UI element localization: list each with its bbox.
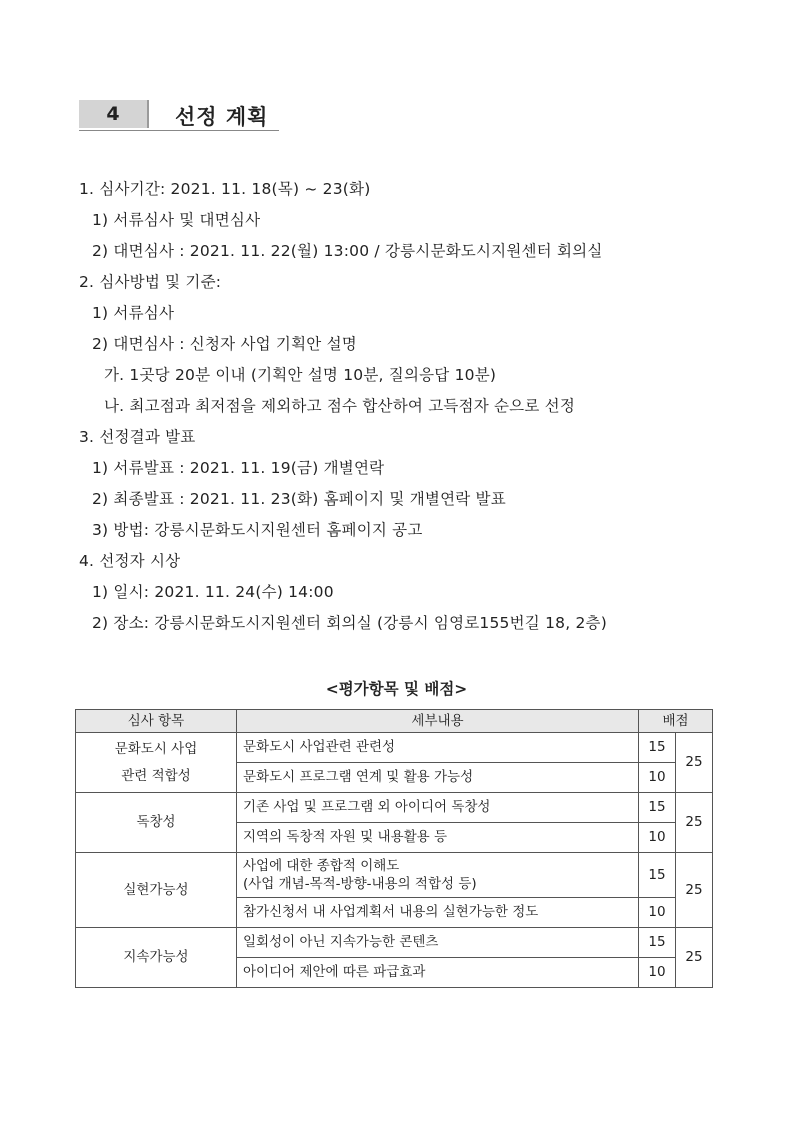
header-score: 배점	[639, 710, 713, 733]
detail-cell: 지역의 독창적 자원 및 내용활용 등	[237, 823, 639, 853]
category-cell: 지속가능성	[76, 928, 237, 988]
detail-line: 사업에 대한 종합적 이해도	[243, 857, 400, 874]
detail-cell	[237, 853, 639, 898]
total-cell: 25	[676, 928, 713, 988]
section-underline	[79, 130, 279, 131]
section-title: 선정 계획	[175, 105, 269, 129]
score-cell: 10	[639, 958, 676, 988]
detail-cell: 기존 사업 및 프로그램 외 아이디어 독창성	[237, 793, 639, 823]
score-cell: 15	[639, 853, 676, 898]
item-award-ceremony: 4. 선정자 시상	[79, 552, 181, 570]
header-detail: 세부내용	[237, 710, 639, 733]
item-review-method: 2. 심사방법 및 기준:	[79, 273, 222, 291]
subitem-interview-review: 2) 대면심사 : 신청자 사업 기획안 설명	[92, 335, 357, 353]
subitem-ceremony-date: 1) 일시: 2021. 11. 24(수) 14:00	[92, 583, 334, 601]
score-cell: 15	[639, 928, 676, 958]
score-cell: 10	[639, 823, 676, 853]
detail-cell: 일회성이 아닌 지속가능한 콘텐츠	[237, 928, 639, 958]
category-cell	[76, 733, 237, 793]
section-number-box	[79, 100, 149, 128]
detail-line: (사업 개념-목적-방향-내용의 적합성 등)	[243, 876, 477, 892]
score-cell: 10	[639, 763, 676, 793]
item-review-period: 1. 심사기간: 2021. 11. 18(목) ~ 23(화)	[79, 180, 371, 198]
table-header-row	[76, 710, 713, 733]
score-cell: 15	[639, 793, 676, 823]
subitem-document-result: 1) 서류발표 : 2021. 11. 19(금) 개별연락	[92, 459, 385, 477]
table-row	[76, 928, 713, 958]
table-row	[76, 733, 713, 763]
subitem-document-review: 1) 서류심사	[92, 304, 175, 322]
subitem-interview-schedule: 2) 대면심사 : 2021. 11. 22(월) 13:00 / 강릉시문화도시지원센터 회의실	[92, 242, 603, 260]
total-cell: 25	[676, 853, 713, 928]
item-result-announcement: 3. 선정결과 발표	[79, 428, 196, 446]
detail-cell: 문화도시 프로그램 연계 및 활용 가능성	[237, 763, 639, 793]
table-row	[76, 793, 713, 823]
category-cell: 실현가능성	[76, 853, 237, 928]
score-cell: 10	[639, 898, 676, 928]
category-cell: 독창성	[76, 793, 237, 853]
total-cell: 25	[676, 793, 713, 853]
table-title: <평가항목 및 배점>	[325, 680, 468, 698]
subitem-review-types: 1) 서류심사 및 대면심사	[92, 211, 261, 229]
subitem-scoring-rule: 나. 최고점과 최저점을 제외하고 점수 합산하여 고득점자 순으로 선정	[104, 397, 575, 415]
detail-cell: 문화도시 사업관련 관련성	[237, 733, 639, 763]
subitem-announcement-method: 3) 방법: 강릉시문화도시지원센터 홈페이지 공고	[92, 521, 423, 539]
category-line: 문화도시 사업	[114, 741, 198, 758]
subitem-final-result: 2) 최종발표 : 2021. 11. 23(화) 홈페이지 및 개별연락 발표	[92, 490, 506, 508]
section-header	[79, 98, 279, 132]
total-cell: 25	[676, 733, 713, 793]
table-row	[76, 853, 713, 898]
subitem-time-limit: 가. 1곳당 20분 이내 (기획안 설명 10분, 질의응답 10분)	[104, 366, 497, 384]
evaluation-table	[75, 709, 713, 988]
subitem-ceremony-place: 2) 장소: 강릉시문화도시지원센터 회의실 (강릉시 임영로155번길 18, 2층)	[92, 614, 607, 632]
detail-cell: 아이디어 제안에 따른 파급효과	[237, 958, 639, 988]
detail-cell: 참가신청서 내 사업계획서 내용의 실현가능한 정도	[237, 898, 639, 928]
score-cell: 15	[639, 733, 676, 763]
section-number: 4	[106, 103, 120, 125]
header-category: 심사 항목	[76, 710, 237, 733]
category-line: 관련 적합성	[121, 767, 191, 784]
